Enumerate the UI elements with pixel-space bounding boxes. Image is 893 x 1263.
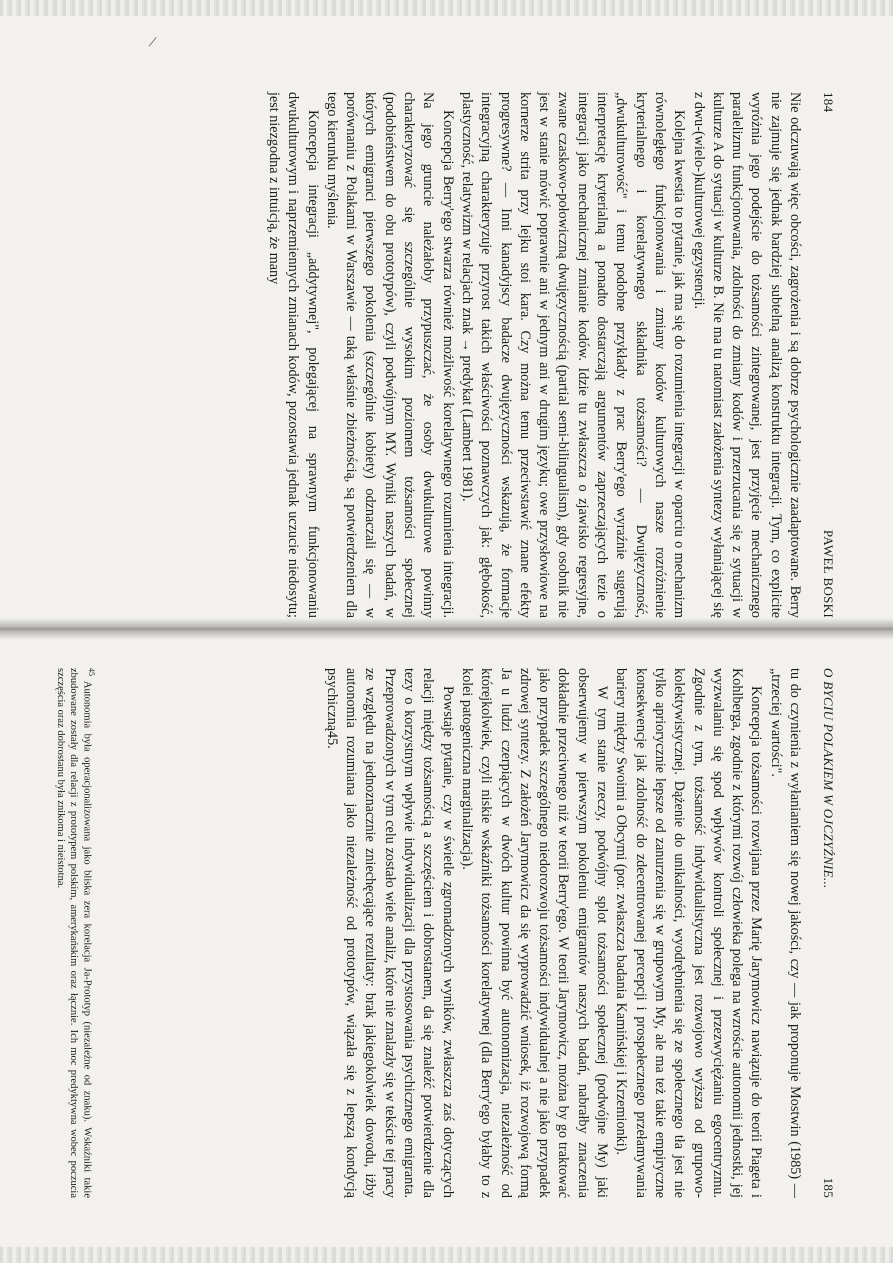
paragraph: W tym stanie rzeczy, podwójny splot tożsamości społecznej (podwójne My) jaki obserwujemy w pierwszym pokoleniu emigrantów naszych badań, nabrałby znaczenia dokładnie przeciwnego niż w teorii Berry'ego. W teorii Jarymowicz, można by go traktować jako przypadek szczególnego niedorozwoju tożsamości indywidualnej a nie jako przypadek zdrowej syntezy. Z założeń Jarymowicz da się wyprowadzić wniosek, iż rozwojową formą Ja u ludzi czerpiących w dwóch kultur powinna być autonomizacja, niezależność od którejkolwiek, czyli niskie wskaźniki tożsamości korelatywnej (dla Berry'ego byłaby to z kolei patogeniczna marginalizacja). <box>458 668 611 1198</box>
footnote-number: 45 <box>87 668 96 676</box>
paragraph: Koncepcja tożsamości rozwijana przez Marię Jarymowicz nawiązuje do teorii Piageta i Kohlberga, zgodnie z którymi rozwój człowieka polega na wzroście autonomii jednostki, jej wyzwalaniu się spod wpływów kontroli społecznej i przezwyciężaniu egocentryzmu. Zgodnie z tym, tożsamość indywidualistyczna jest rozwojowo wyższa od grupowo-kolektywistycznej. Dążenie do unikalności, wyodrębnienia się ze społecznego tła jest nie tylko apriorycznie lepsze od zanurzenia się w grupowym My, ale ma też takie empiryczne konsekwencje jak zdolność do zdecentrowanej percepcji i prospołecznego przełamywania bariery między Swoimi a Obcymi (por. zwłaszcza badania Kamińskiej i Krzemionki). <box>613 668 765 1198</box>
paragraph: Nie odczuwają więc obcości, zagrożenia i są dobrze psychologicznie zaadaptowane. Berry nie zajmuje się jednak bardziej subtelną analizą konstruktu integracji. Tym, co explicite wyróżnia jego podejście do tożsamości zintegrowanej, jest przyjęcie mechanicznego paralelizmu funkcjonowania, zdolności do zmiany kodów i przerzucania się z sytuacji w kulturze A do sytuacji w kulturze B. Nie ma tu natomiast założenia syntezy wyłaniającej się z dwu-(wielo-)kulturowej egzystencji. <box>690 92 803 618</box>
scan-bottom-edge <box>0 1247 893 1263</box>
page-185-text <box>322 668 804 1198</box>
page-184 <box>120 92 840 618</box>
paragraph: Koncepcja integracji „addytywnej", polegającej na sprawnym funkcjonowaniu dwukulturowym i naprzemiennych zmianach kodów, pozostawia jednak uczucie niedosytu; jest niezgodna z intuicją, że many <box>265 92 321 618</box>
paragraph: Powstaje pytanie, czy w świetle zgromadzonych wyników, zwłaszcza zaś dotyczących relacji między tożsamością a szczęściem i dobrostanem, da się znaleźć potwierdzenie dla tezy o korzystnym wpływie indywidualizacji dla przystosowania psychicznego emigranta. Przeprowadzonych w tym celu zostało wiele analiz, które nie znalazły się w tekście tej pracy ze względu na jednoznacznie zniechęcające rezultaty: brak jakiegokolwiek dowodu, iżby autonomia rozumiana jako niezależność od prototypów, wiązała się z lepszą kondycją psychiczną45. <box>323 668 456 1198</box>
running-head: O BYCIU POLAKIEM W OJCZYŹNIE... <box>821 668 836 889</box>
page-number: 184 <box>821 92 836 113</box>
margin-mark: / <box>147 33 158 52</box>
footnote-text: Autonomia była operacjonalizowana jako bliska zera korelacja Ja-Prototyp (niezależne od znaku). Wskaźniki takie zbudowane zostały dla relacji z prototypem polskim, amerykańskim oraz łącznie. Ich moc predyktywna wobec poczucia szczęścia oraz dobrostanu była znikoma i nieistotna. <box>55 668 93 1199</box>
page-number: 185 <box>821 1177 836 1198</box>
paragraph: tu do czynienia z wyłanianiem się nowej jakości, czy — jak proponuje Mostwin (1985) — „trzeciej wartości". <box>767 668 803 1198</box>
page-184-text <box>264 92 804 618</box>
page-185 <box>55 668 840 1199</box>
running-head: PAWEŁ BOSKI <box>821 529 836 618</box>
paragraph: Kolejna kwestia to pytanie, jak ma się do rozumienia integracji w oparciu o mechanizm równoległego funkcjonowania i zmiany kodów kulturowych nasze rozróżnienie kryterialnego i korelatywnego składnika tożsamości? — Dwujęzyczność, „dwukulturowość" i temu podobne przykłady z prac Berry'ego wyraźnie sugerują interpretację kryterialną a ponadto dostarczają argumentów zaprzeczających tezie o integracji jako mechanicznej zmianie kodów. Idzie tu zwłaszcza o zjawisko regresyjne, zwane czaskowo-połowiczną dwujęzycznością (partial semi-bilingualism), gdy osobnik nie jest w stanie mówić poprawnie ani w jednym ani w drugim języku; owe przysłowiowe na kornerze strita przy lejku stoi kara. Czy można temu przeciwstawić znane efekty progresywne? — Inni kanadyjscy badacze dwujęzyczności wskazują, że formacje integracyjną charakteryzuje przyrost takich właściwości poznawczych jak: głębokość, plastyczność, relatywizm w relacjach znak → predykat (Lambert 1981). <box>458 92 688 618</box>
book-gutter <box>0 618 893 640</box>
paragraph: Koncepcja Berry'ego stwarza również możliwość korelatywnego rozumienia integracji. Na jego gruncie należałoby przypuszczać, że osoby dwukulturowe powinny charakteryzować się szczególnie wysokim poziomem tożsamości społecznej (podobieństwem do obu prototypów), czyli podwójnym MY. Wyniki naszych badań, w których emigranci pierwszego pokolenia (szczególnie kobiety) odznaczali się — w porównaniu z Polakami w Warszawie — taką właśnie zbieżnością, są potwierdzeniem dla tego kierunku myślenia. <box>323 92 456 618</box>
scan-top-edge <box>0 0 893 16</box>
footnote <box>55 668 99 1198</box>
